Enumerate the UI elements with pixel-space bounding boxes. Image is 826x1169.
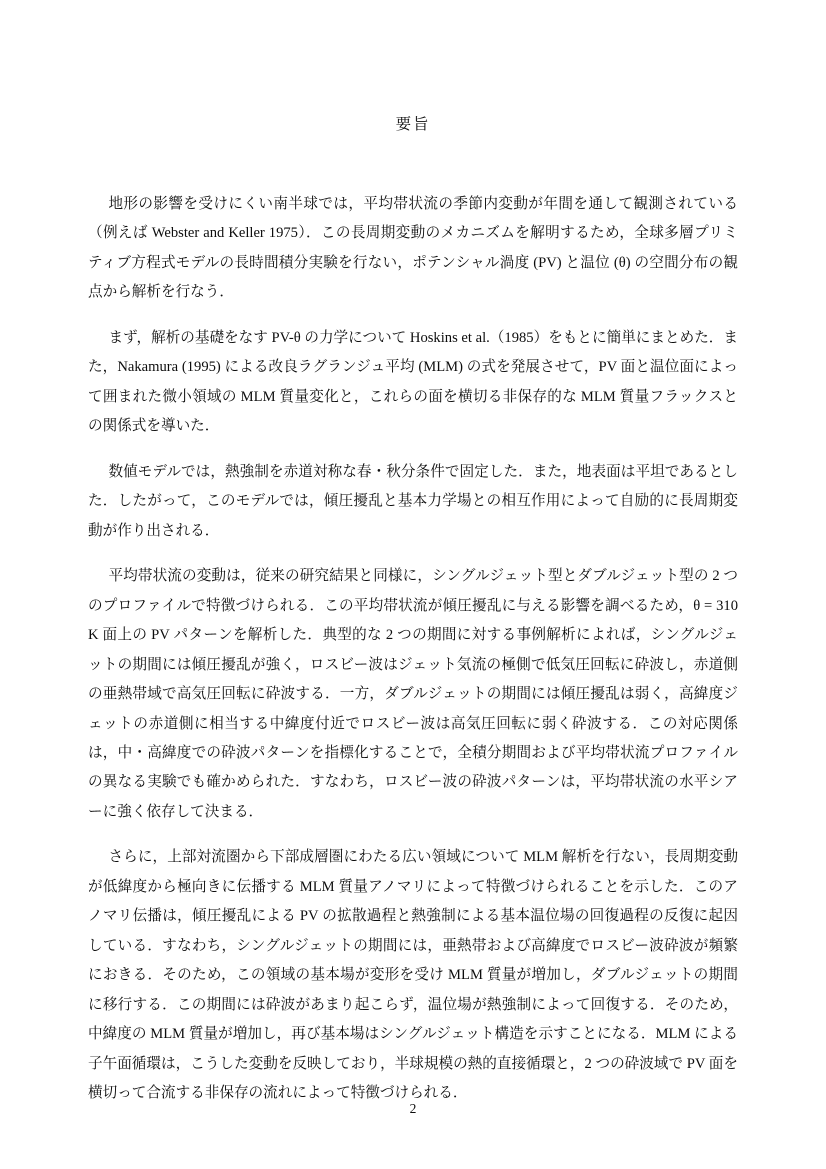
abstract-body (88, 190, 738, 1109)
paragraph: 地形の影響を受けにくい南半球では，平均帯状流の季節内変動が年間を通して観測されている（例えば Webster and Keller 1975）．この長周期変動のメカニズムを解明するため，全球多層プリミティブ方程式モデルの長時間積分実験を行ない，ポテンシャル渦度 (PV) と温位 (θ) の空間分布の観点から解析を行なう． (88, 196, 738, 301)
paragraph: まず，解析の基礎をなす PV-θ の力学について Hoskins et al.（1985）をもとに簡単にまとめた．また，Nakamura (1995) による改良ラグランジュ平均 (MLM) の式を発展させて，PV 面と温位面によって囲まれた微小領域の MLM 質量変化と，これらの面を横切る非保存的な MLM 質量フラックスとの関係式を導いた． (88, 329, 738, 435)
page-number: 2 (409, 1101, 417, 1116)
paragraph: 数値モデルでは，熱強制を赤道対称な春・秋分条件で固定した．また，地表面は平坦であるとした．したがって，このモデルでは，傾圧擾乱と基本力学場との相互作用によって自励的に長周期変動が作り出される． (88, 463, 738, 539)
page-title: 要旨 (395, 116, 431, 133)
paragraph: 平均帯状流の変動は，従来の研究結果と同様に，シングルジェット型とダブルジェット型の 2 つのプロファイルで特徴づけられる．この平均帯状流が傾圧擾乱に与える影響を調べるため，θ = 310 K 面上の PV パターンを解析した．典型的な 2 つの期間に対する事例解析によれば，シングルジェットの期間には傾圧擾乱が強く，ロスビー波はジェット気流の極側で低気圧回転に砕波し，赤道側の亜熱帯域で高気圧回転に砕波する．一方，ダブルジェットの期間には傾圧擾乱は弱く，高緯度ジェットの赤道側に相当する中緯度付近でロスビー波は高気圧回転に弱く砕波する．この対応関係は，中・高緯度での砕波パターンを指標化することで，全積分期間および平均帯状流プロファイルの異なる実験でも確かめられた．すなわち，ロスビー波の砕波パターンは，平均帯状流の水平シアーに強く依存して決まる． (88, 568, 738, 820)
paragraph: さらに，上部対流圏から下部成層圏にわたる広い領域について MLM 解析を行ない，長周期変動が低緯度から極向きに伝播する MLM 質量アノマリによって特徴づけられることを示した．このアノマリ伝播は，傾圧擾乱による PV の拡散過程と熱強制による基本温位場の回復過程の反復に起因している．すなわち，シングルジェットの期間には，亜熱帯および高緯度でロスビー波砕波が頻繁におきる．そのため，この領域の基本場が変形を受け MLM 質量が増加し，ダブルジェットの期間に移行する．この期間には砕波があまり起こらず，温位場が熱強制によって回復する．そのため，中緯度の MLM 質量が増加し，再び基本場はシングルジェット構造を示すことになる．MLM による子午面循環は，こうした変動を反映しており，半球規模の熱的直接循環と，2 つの砕波域で PV 面を横切って合流する非保存の流れによって特徴づけられる． (88, 849, 738, 1102)
